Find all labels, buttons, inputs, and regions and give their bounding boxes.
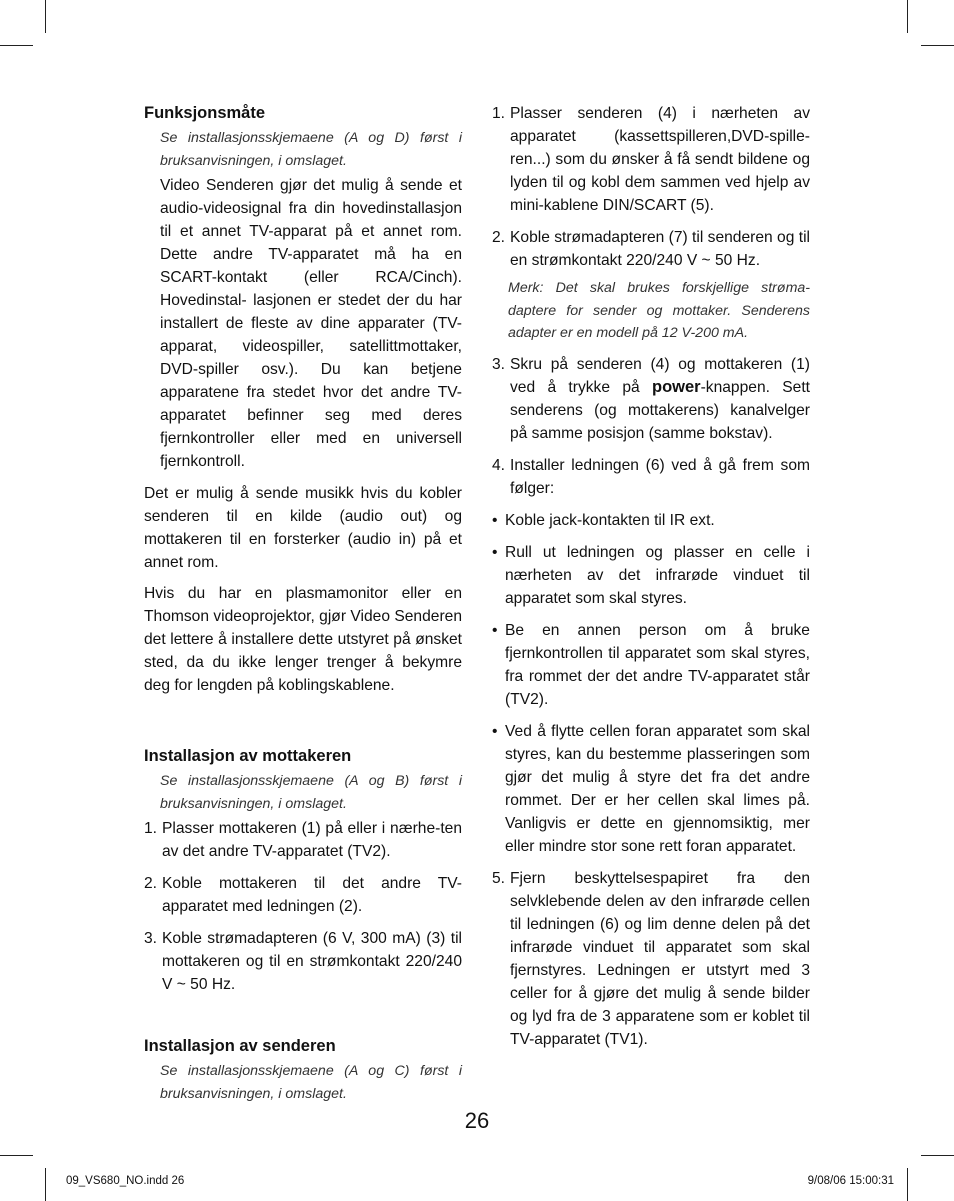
bullet-item: • Be en annen person om å bruke fjernkontrollen til apparatet som skal styres, fra rommet der det andre TV-apparatet står (TV2).: [492, 619, 810, 711]
note-function: Se installasjonsskjemaene (A og D) først i bruksanvisningen, i omslaget.: [160, 130, 462, 169]
crop-mark: [0, 45, 33, 46]
footer-date: 9/08/06 15:00:31: [807, 1175, 894, 1187]
footer-file: 09_VS680_NO.indd 26: [66, 1175, 185, 1187]
paragraph-music: Det er mulig å sende musikk hvis du kobler senderen til en kilde (audio out) og mottakeren til en forsterker (audio in) på et annet rom.: [144, 485, 462, 571]
note-adapter: Merk: Det skal brukes forskjellige strøma-daptere for sender og mottaker. Senderens adapter er en modell på 12 V-200 mA.: [508, 280, 810, 341]
bullet-icon: •: [492, 511, 498, 529]
bullet-item: • Ved å flytte cellen foran apparatet som skal styres, kan du bestemme plasseringen som gjør det mulig å styre det fra det andre rommet. Der er her cellen skal limes på. Vanligvis er dette en gjennomsiktig, mer eller mindre stor sone rett foran apparatet.: [492, 720, 810, 858]
note-receiver: Se installasjonsskjemaene (A og B) først i bruksanvisningen, i omslaget.: [160, 773, 462, 812]
note-sender: Se installasjonsskjemaene (A og C) først i bruksanvisningen, i omslaget.: [160, 1063, 462, 1102]
list-item: 2. Koble mottakeren til det andre TV-apparatet med ledningen (2).: [144, 875, 462, 915]
list-item: 3. Skru på senderen (4) og mottakeren (1) ved å trykke på power-knappen. Sett senderens (og mottakerens) kanalvelger på samme posisjon (samme bokstav).: [492, 355, 810, 442]
list-item: 5. Fjern beskyttelsespapiret fra den selvklebende delen av den infrarøde cellen til ledningen (6) og lim denne delen på det infrarøde vinduet til apparatet som skal fjernstyres. Ledningen er utstyrt med 3 celler for å gjøre det mulig å sende bilder og lyd fra de 3 apparatene som er koblet til TV-apparatet (TV1).: [492, 869, 810, 1048]
crop-mark: [45, 1168, 46, 1201]
bullet-item: • Koble jack-kontakten til IR ext.: [492, 509, 810, 532]
list-item: 3. Koble strømadapteren (6 V, 300 mA) (3) til mottakeren og til en strømkontakt 220/240 V ~ 50 Hz.: [144, 930, 462, 993]
bullet-icon: •: [492, 543, 498, 561]
power-label: power: [652, 377, 701, 396]
bullet-icon: •: [492, 621, 498, 639]
list-item: 1. Plasser mottakeren (1) på eller i nærhe-ten av det andre TV-apparatet (TV2).: [144, 820, 462, 860]
right-column: [492, 102, 810, 1060]
list-item: 2. Koble strømadapteren (7) til senderen og til en strømkontakt 220/240 V ~ 50 Hz.: [492, 229, 810, 269]
crop-mark: [907, 1168, 908, 1201]
list-item: 4. Installer ledningen (6) ved å gå frem som følger:: [492, 456, 810, 497]
bullet-icon: •: [492, 722, 498, 740]
list-item: 1. Plasser senderen (4) i nærheten av apparatet (kassettspilleren,DVD-spille-ren...) som du ønsker å få sendt bildene og lyden til og kobl dem sammen ved hjelp av mini-kablene DIN/SCART (5).: [492, 105, 810, 214]
bullet-item: • Rull ut ledningen og plasser en celle i nærheten av det infrarøde vinduet til apparatet som skal styres.: [492, 541, 810, 610]
paragraph-function: Video Senderen gjør det mulig å sende et audio-videosignal fra din hovedinstallasjon til et annet TV-apparat på et annet rom. Dette andre TV-apparatet må ha en SCART-kontakt (eller RCA/Cinch). Hovedinstal- lasjonen er stedet der du har installert de fleste av dine apparater (TV-apparat, videospiller, satellittmottaker, DVD-spiller osv.). Du kan betjene apparatene fra stedet hvor det andre TV-apparatet befinner seg med deres fjernkontroller eller med en universell fjernkontroll.: [160, 177, 462, 470]
section-heading-sender: Installasjon av senderen: [144, 1037, 336, 1055]
section-heading-receiver: Installasjon av mottakeren: [144, 747, 352, 765]
crop-mark: [907, 0, 908, 33]
page-number: 26: [464, 1108, 490, 1133]
section-heading-function: Funksjonsmåte: [144, 104, 266, 122]
crop-mark: [45, 0, 46, 33]
crop-mark: [921, 1155, 954, 1156]
crop-mark: [921, 45, 954, 46]
left-column: [144, 102, 462, 1107]
paragraph-plasma: Hvis du har en plasmamonitor eller en Thomson videoprojektor, gjør Video Senderen det lettere å installere dette utstyret på ønsket sted, da du ikke lenger trenger å bekymre deg for lengden på koblingskablene.: [144, 585, 462, 694]
crop-mark: [0, 1155, 33, 1156]
